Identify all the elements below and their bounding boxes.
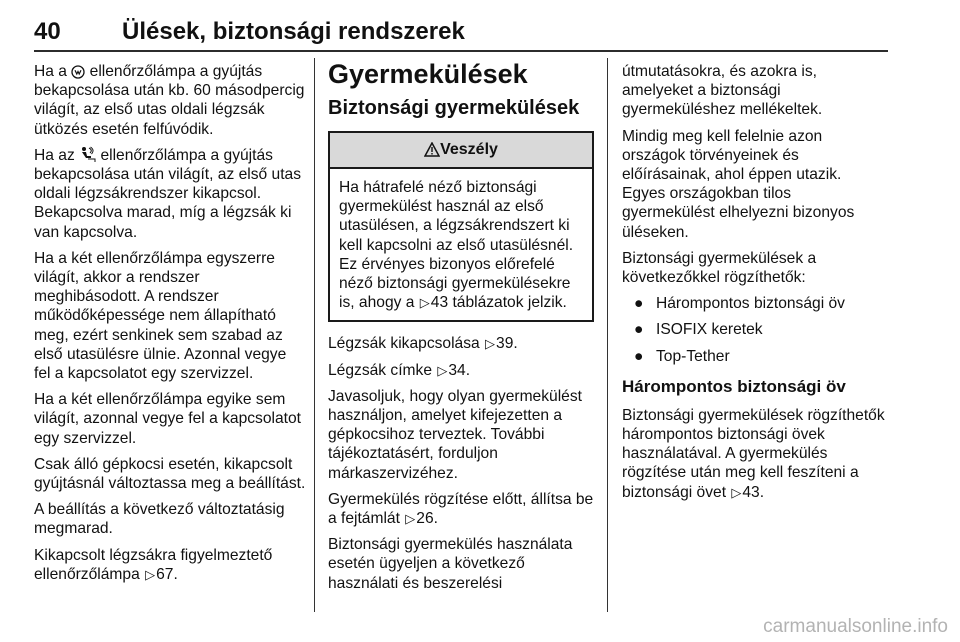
airbag-on-indicator-icon [71, 65, 85, 79]
paragraph: Biztonsági gyermekülések a következőkkel rögzíthetők: [622, 249, 817, 287]
paragraph: Légzsák címke ▷34. [328, 361, 471, 379]
page-number: 40 [34, 18, 61, 45]
warning-triangle-icon [424, 142, 440, 157]
paragraph: Csak álló gépkocsi esetén, kikapcsolt gyújtásnál változtassa meg a beállítást. [34, 455, 306, 493]
paragraph: Ha az ellenőrzőlámpa a gyújtás bekapcsolása után világít, az első utas oldali légzsákrendszer kikapcsol. Bekapcsolva marad, míg a légzsák ki van kapcsolva. [34, 146, 301, 241]
page-title: Ülések, biztonsági rendszerek [122, 18, 465, 45]
warning-title: Veszély [440, 141, 498, 158]
subsection-heading: Biztonsági gyermekülések [328, 97, 580, 119]
page-reference-link[interactable]: 43 táblázatok jelzik. [430, 294, 567, 312]
column-right [622, 62, 888, 509]
paragraph: A beállítás a következő változtatásig megmarad. [34, 501, 285, 538]
paragraph: Mindig meg kell felelnie azon országok törvényeinek és előírásainak, ahol éppen utazik. Egyes országokban tilos gyermekülést elhelyezni bizonyos üléseken. [622, 127, 855, 241]
bullet-list [622, 294, 888, 366]
bullet-icon: ● [634, 321, 644, 339]
page-reference-icon: ▷ [731, 484, 742, 500]
paragraph: Biztonsági gyermekülések rögzíthetők hárompontos biztonsági övek használatával. A gyermekülés rögzítése után meg kell feszíteni a biztonsági övet ▷43. [622, 406, 885, 501]
section-heading: Gyermekülések [328, 59, 528, 89]
column-divider [314, 58, 315, 612]
page-reference-icon: ▷ [145, 566, 156, 582]
column-divider [607, 58, 608, 612]
page-reference-icon: ▷ [419, 295, 430, 311]
column-middle [328, 59, 594, 600]
airbag-off-indicator-icon [79, 146, 96, 163]
paragraph: Javasoljuk, hogy olyan gyermekülést használjon, amelyet kifejezetten a gépkocsihoz terveztek. További tájékoztatásért, forduljon márkaszervizéhez. [328, 387, 582, 482]
page-reference-icon: ▷ [485, 336, 496, 352]
list-item: ● Top-Tether [634, 347, 730, 365]
watermark: carmanualsonline.info [763, 616, 948, 637]
paragraph: Ha a két ellenőrzőlámpa egyike sem világít, azonnal vegye fel a kapcsolatot egy szervizzel. [34, 391, 301, 447]
page-header [34, 16, 888, 52]
subsection-heading: Hárompontos biztonsági öv [622, 376, 846, 396]
page-reference-link[interactable]: 39. [496, 335, 518, 353]
column-left [34, 62, 306, 591]
paragraph: Gyermekülés rögzítése előtt, állítsa be a fejtámlát ▷26. [328, 490, 594, 528]
page-reference-link[interactable]: 26. [416, 510, 438, 528]
bullet-icon: ● [634, 347, 644, 365]
page-reference-link[interactable]: 34. [448, 361, 471, 379]
paragraph: Kikapcsolt légzsákra figyelmeztető ellenőrzőlámpa ▷67. [34, 546, 273, 583]
warning-header [330, 133, 592, 169]
danger-warning-box [328, 131, 594, 322]
paragraph: Ha a ellenőrzőlámpa a gyújtás bekapcsolása után kb. 60 másodpercig világít, az első utas oldali légzsák ütközés esetén felfúvódik. [34, 63, 305, 138]
paragraph: Légzsák kikapcsolása ▷39. [328, 335, 518, 353]
list-item: ● ISOFIX keretek [634, 321, 763, 339]
page-reference-link[interactable]: 67. [156, 565, 178, 583]
page-reference-link[interactable]: 43. [742, 483, 765, 501]
list-item: ● Hárompontos biztonsági öv [634, 295, 845, 313]
paragraph: útmutatásokra, és azokra is, amelyeket a biztonsági gyermeküléshez mellékeltek. [622, 63, 823, 119]
paragraph: Biztonsági gyermekülés használata esetén ügyeljen a következő használati és beszerelési [328, 536, 573, 592]
bullet-icon: ● [634, 295, 644, 313]
paragraph: Ha a két ellenőrzőlámpa egyszerre világít, akkor a rendszer meghibásodott. A rendszer működőképessége nem állapítható meg, ezért senkinek sem szabad az első utasülésre ülnie. Azonnal vegye fel a kapcsolatot egy szervizzel. [34, 249, 287, 383]
page-reference-icon: ▷ [405, 511, 416, 527]
warning-body: Ha hátrafelé néző biztonsági gyermekülést használ az első utasülésen, a légzsákrendszert ki kell kapcsolni az első utasülésnél. Ez érvényes bizonyos előrefelé néző biztonsági gyermekülésekre is, ahogy a ▷43 táblázatok jelzik. [339, 179, 574, 312]
page-reference-icon: ▷ [437, 362, 448, 378]
